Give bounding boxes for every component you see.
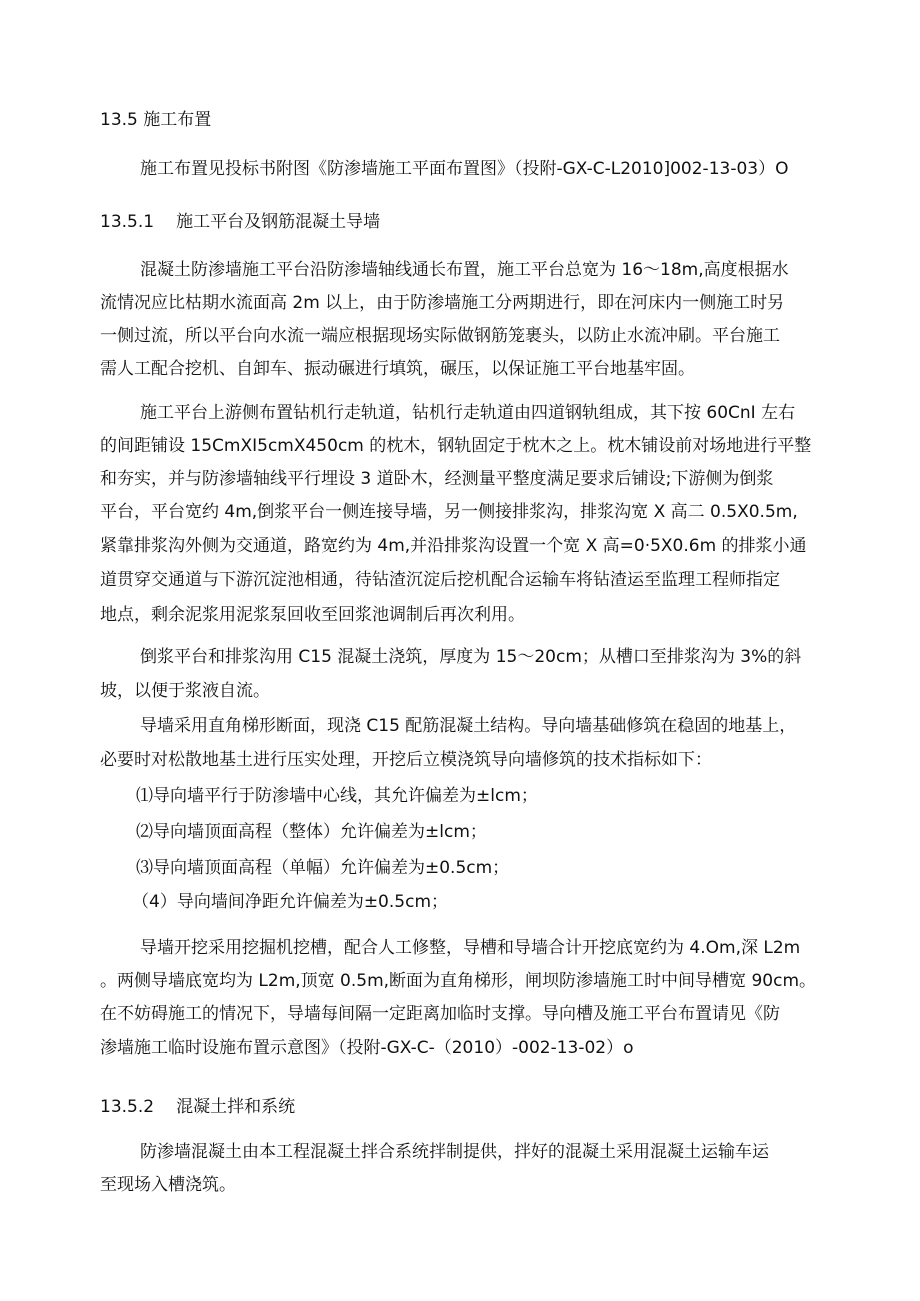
paragraph-line: 一侧过流，所以平台向水流一端应根据现场实际做钢筋笼裹头，以防止水流冲刷。平台施工 xyxy=(100,326,780,346)
paragraph-line: 。两侧导墙底宽均为 L2m,顶宽 0.5m,断面为直角梯形，闸坝防渗墙施工时中间导槽宽 90cm。 xyxy=(100,971,816,991)
paragraph-line: 紧靠排浆沟外侧为交通道，路宽约为 4m,并沿排浆沟设置一个宽 X 高=0·5X0.6m 的排浆小通 xyxy=(100,536,807,556)
paragraph-line: 在不妨碍施工的情况下，导墙每间隔一定距离加临时支撑。导向槽及施工平台布置请见《防 xyxy=(100,1004,780,1024)
section-13-5-2-number: 13.5.2 xyxy=(100,1097,155,1117)
paragraph-line: 导墙开挖采用挖掘机挖槽，配合人工修整，导槽和导墙合计开挖底宽约为 4.Om,深 L2m xyxy=(140,938,801,958)
paragraph-line: 倒浆平台和排浆沟用 C15 混凝土浇筑，厚度为 15～20cm；从槽口至排浆沟为 3%的斜 xyxy=(140,647,802,667)
spec-list-item: ⑶导向墙顶面高程（单幅）允许偏差为±0.5cm； xyxy=(136,858,510,878)
paragraph-line: 施工平台上游侧布置钻机行走轨道，钻机行走轨道由四道钢轨组成，其下按 60CnI 左右 xyxy=(140,403,796,423)
paragraph-line: 需人工配合挖机、自卸车、振动碾进行填筑，碾压，以保证施工平台地基牢固。 xyxy=(100,359,695,379)
section-13-5-paragraph: 施工布置见投标书附图《防渗墙施工平面布置图》（投附-GX-C-L2010]002-13-03）O xyxy=(140,159,789,179)
section-13-5-2-heading xyxy=(100,1092,295,1117)
spec-list-item: ⑵导向墙顶面高程（整体）允许偏差为±lcm； xyxy=(136,822,487,842)
section-13-5-title: 13.5 施工布置 xyxy=(100,110,212,130)
spec-list-item: （4）导向墙间净距允许偏差为±0.5cm； xyxy=(132,892,449,912)
section-13-5-2-title: 混凝土拌和系统 xyxy=(176,1097,296,1117)
paragraph-line: 渗墙施工临时设施布置示意图》（投附-GX-C-（2010）-002-13-02）o xyxy=(100,1038,634,1058)
paragraph-line: 防渗墙混凝土由本工程混凝土拌合系统拌制提供，拌好的混凝土采用混凝土运输车运 xyxy=(140,1142,769,1162)
paragraph-line: 必要时对松散地基土进行压实处理，开挖后立模浇筑导向墙修筑的技术指标如下： xyxy=(100,750,712,770)
paragraph-line: 平台，平台宽约 4m,倒浆平台一侧连接导墙，另一侧接排浆沟，排浆沟宽 X 高二 0.5X0.5m, xyxy=(100,502,798,522)
paragraph-line: 混凝土防渗墙施工平台沿防渗墙轴线通长布置，施工平台总宽为 16～18m,高度根据水 xyxy=(140,260,789,280)
paragraph-line: 和夯实，并与防渗墙轴线平行埋设 3 道卧木，经测量平整度满足要求后铺设;下游侧为倒浆 xyxy=(100,469,774,489)
paragraph-line: 的间距铺设 15CmXI5cmX450cm 的枕木，钢轨固定于枕木之上。枕木铺设前对场地进行平整 xyxy=(100,436,812,456)
section-13-5-1-heading xyxy=(100,207,380,232)
paragraph-line: 至现场入槽浇筑。 xyxy=(100,1175,236,1195)
paragraph-line: 地点，剩余泥浆用泥浆泵回收至回浆池调制后再次利用。 xyxy=(100,605,525,625)
paragraph-line: 坡，以便于浆液自流。 xyxy=(100,681,270,701)
paragraph-line: 导墙采用直角梯形断面，现浇 C15 配筋混凝土结构。导向墙基础修筑在稳固的地基上， xyxy=(140,716,797,736)
section-13-5-1-number: 13.5.1 xyxy=(100,212,155,232)
section-13-5-1-title: 施工平台及钢筋混凝土导墙 xyxy=(176,212,381,232)
paragraph-line: 流情况应比枯期水流面高 2m 以上，由于防渗墙施工分两期进行，即在河床内一侧施工时另 xyxy=(100,293,785,313)
spec-list-item: ⑴导向墙平行于防渗墙中心线，其允许偏差为±lcm； xyxy=(136,786,538,806)
paragraph-line: 道贯穿交通道与下游沉淀池相通，待钻渣沉淀后挖机配合运输车将钻渣运至监理工程师指定 xyxy=(100,570,780,590)
